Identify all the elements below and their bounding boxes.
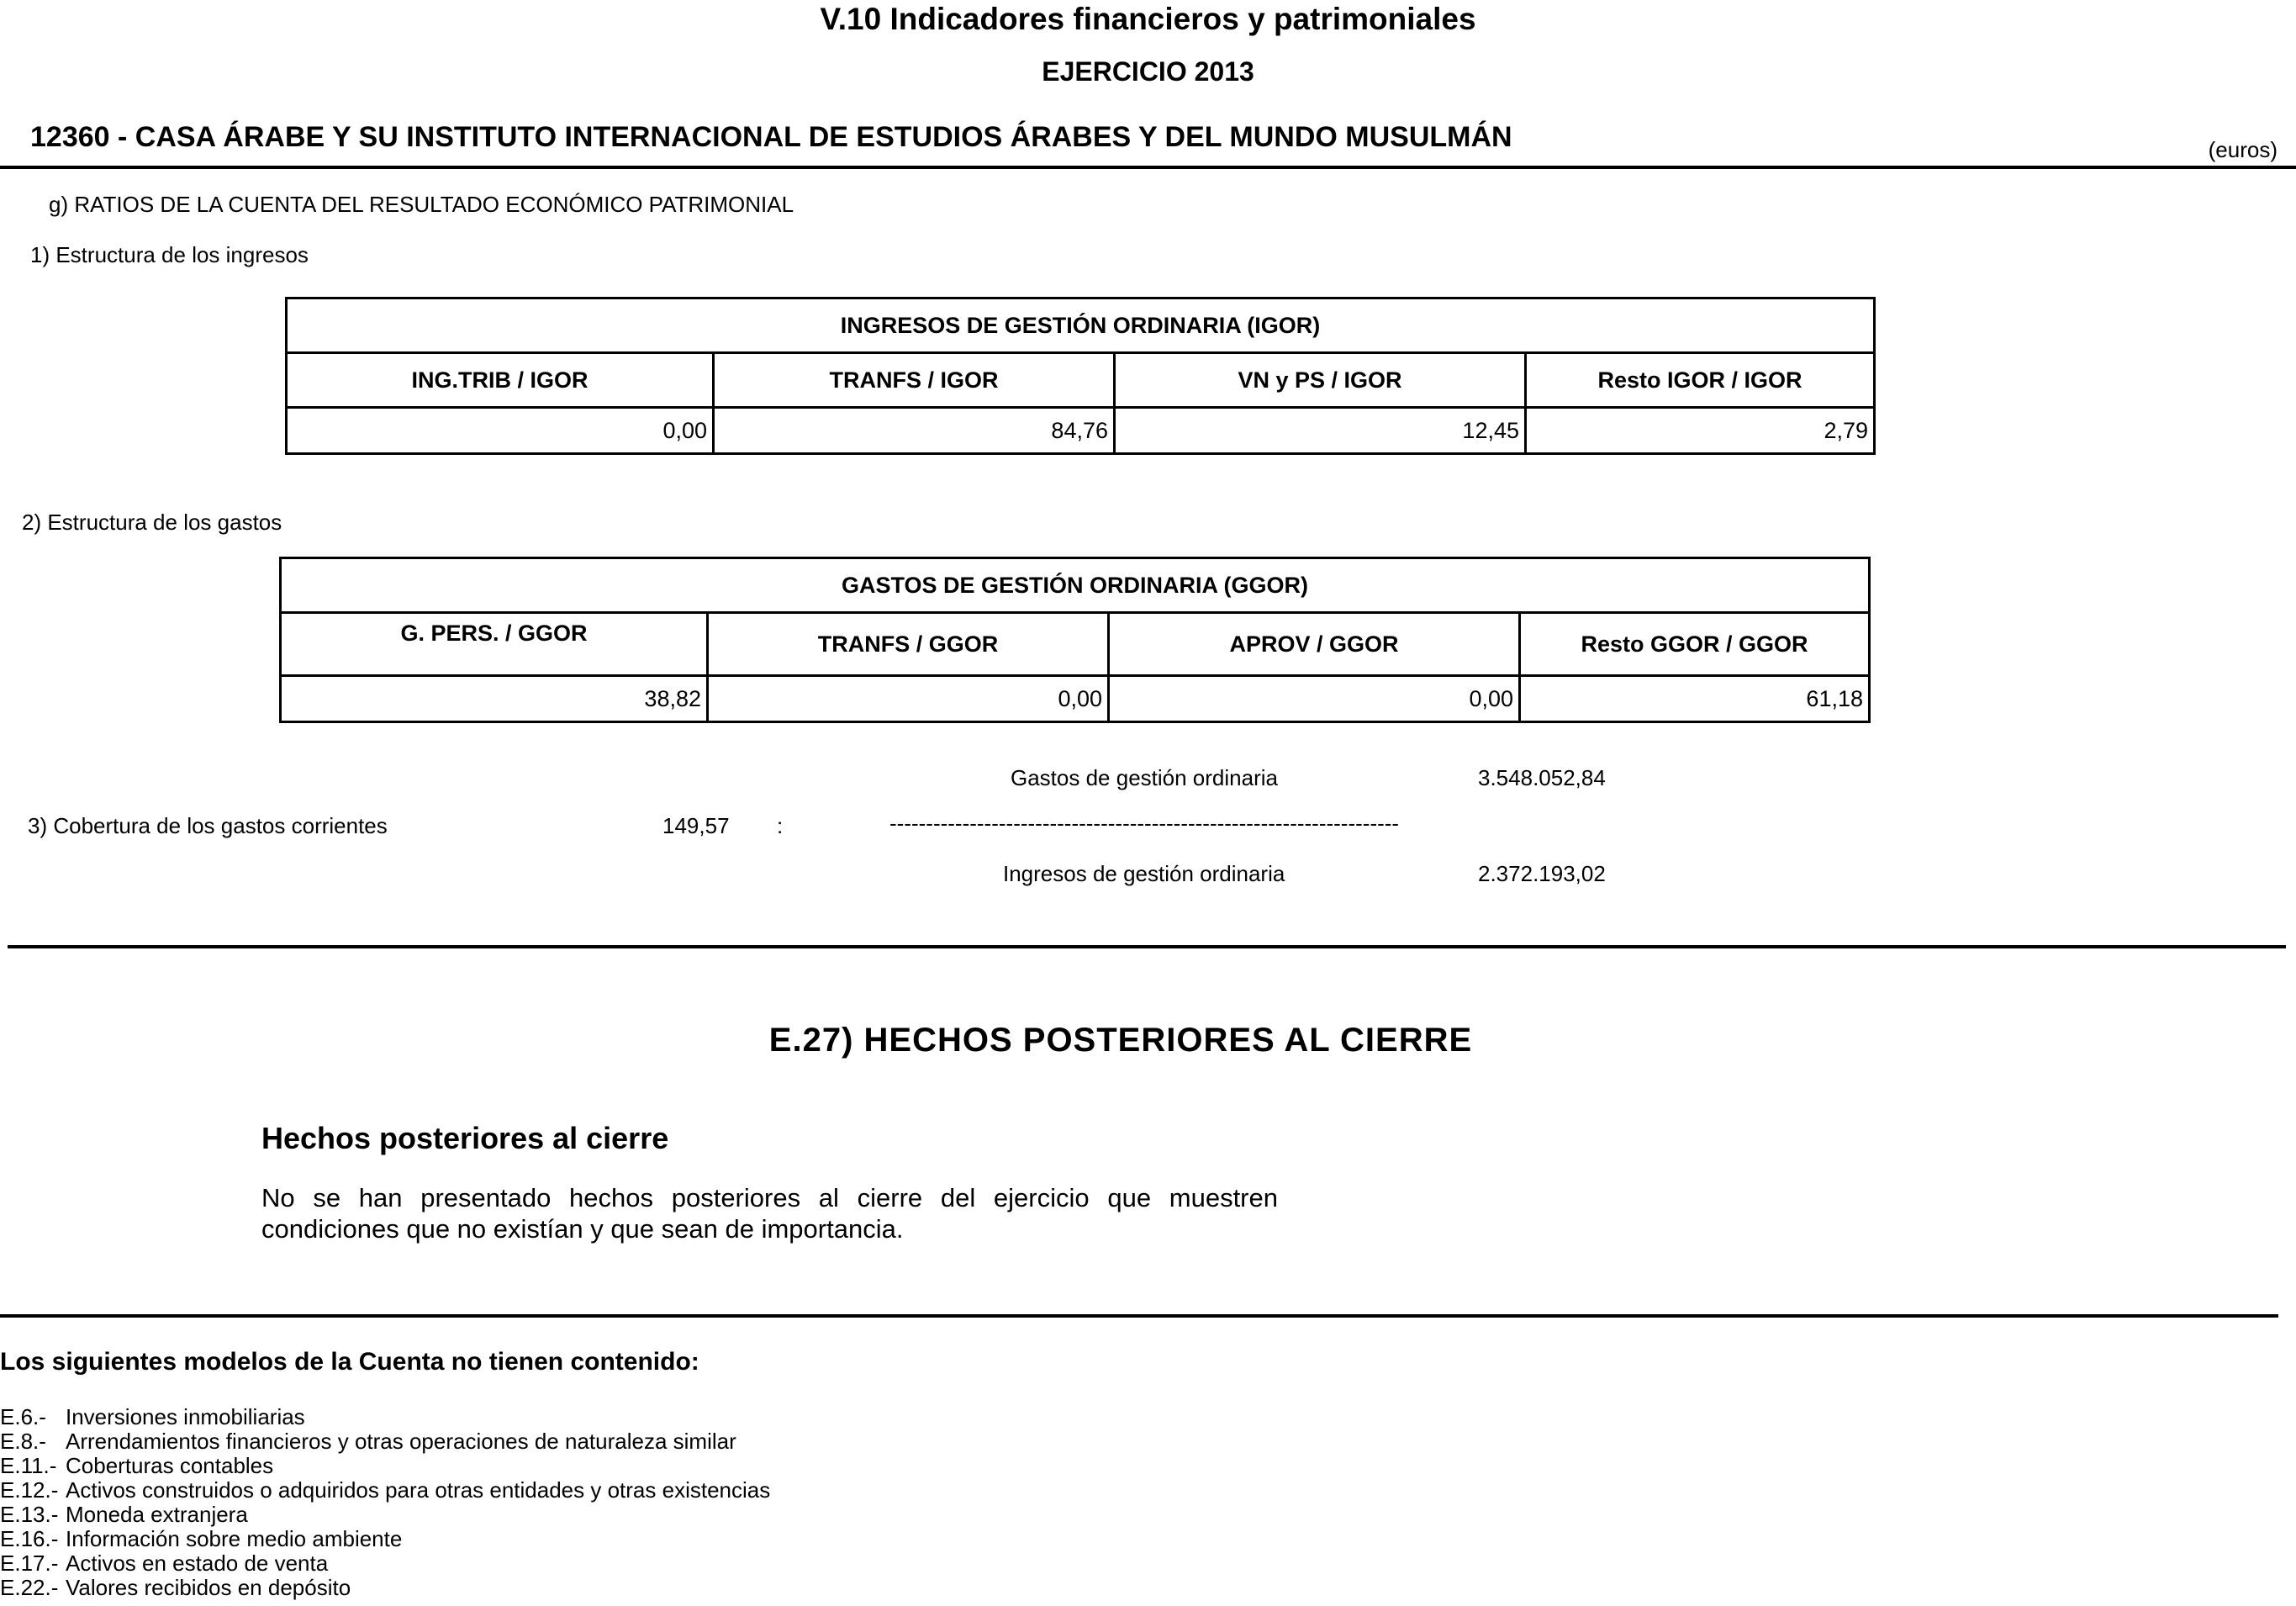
entity-title: 12360 - CASA ÁRABE Y SU INSTITUTO INTERNACIONAL DE ESTUDIOS ÁRABES Y DEL MUNDO MUSULMÁN <box>30 121 1512 153</box>
income-value-cell: 0,00 <box>287 408 714 454</box>
coverage-label: 3) Cobertura de los gastos corrientes <box>28 813 388 838</box>
expense-table-title: GASTOS DE GESTIÓN ORDINARIA (GGOR) <box>281 558 1870 613</box>
ratios-section-title: g) RATIOS DE LA CUENTA DEL RESULTADO ECONÓMICO PATRIMONIAL <box>49 192 794 217</box>
list-item: E.13.- Moneda extranjera <box>0 1502 248 1527</box>
income-col-header: ING.TRIB / IGOR <box>287 353 714 408</box>
subsequent-events-heading: Hechos posteriores al cierre <box>261 1121 669 1155</box>
coverage-numerator-label: Gastos de gestión ordinaria <box>1011 765 1278 790</box>
list-item: E.12.- Activos construidos o adquiridos para otras entidades y otras existencias <box>0 1477 771 1503</box>
income-col-header: VN y PS / IGOR <box>1115 353 1526 408</box>
expense-value-cell: 61,18 <box>1520 676 1870 722</box>
expense-col-header: TRANFS / GGOR <box>708 613 1109 676</box>
unit-label: (euros) <box>2208 137 2278 162</box>
exercise-label: EJERCICIO 2013 <box>1042 56 1254 87</box>
expense-value-cell: 38,82 <box>281 676 708 722</box>
income-col-header: TRANFS / IGOR <box>714 353 1115 408</box>
list-item: E.16.- Información sobre medio ambiente <box>0 1526 403 1551</box>
empty-models-heading: Los siguientes modelos de la Cuenta no tienen contenido: <box>0 1348 699 1376</box>
coverage-denominator-label: Ingresos de gestión ordinaria <box>1003 861 1285 886</box>
subsequent-events-title: E.27) HECHOS POSTERIORES AL CIERRE <box>768 1022 1473 1059</box>
coverage-fraction-line: ---------------------------------------------------------------------- <box>889 811 1400 836</box>
income-table-title: INGRESOS DE GESTIÓN ORDINARIA (IGOR) <box>287 298 1875 353</box>
list-item: E.22.- Valores recibidos en depósito <box>0 1575 351 1600</box>
income-value-cell: 12,45 <box>1115 408 1526 454</box>
header-rule <box>0 166 2296 169</box>
expense-col-header: Resto GGOR / GGOR <box>1520 613 1870 676</box>
page-title: V.10 Indicadores financieros y patrimoniales <box>820 2 1476 36</box>
income-col-header: Resto IGOR / IGOR <box>1526 353 1875 408</box>
list-item: E.8.- Arrendamientos financieros y otras operaciones de naturaleza similar <box>0 1429 736 1454</box>
expense-ratio-table <box>279 557 1871 723</box>
subsequent-events-body: No se han presentado hechos posteriores al cierre del ejercicio que muestren condiciones que no existían y que sean de importancia. <box>261 1183 1278 1244</box>
section-divider <box>8 945 2286 948</box>
income-value-cell: 84,76 <box>714 408 1115 454</box>
coverage-denominator-value: 2.372.193,02 <box>1478 861 1606 886</box>
expense-value-cell: 0,00 <box>1109 676 1520 722</box>
expense-structure-label: 2) Estructura de los gastos <box>22 510 282 535</box>
expense-col-header: APROV / GGOR <box>1109 613 1520 676</box>
list-item: E.17.- Activos en estado de venta <box>0 1551 329 1576</box>
list-item: E.11.- Coberturas contables <box>0 1453 274 1478</box>
coverage-colon: : <box>777 813 784 838</box>
expense-value-cell: 0,00 <box>708 676 1109 722</box>
income-ratio-table <box>285 297 1876 455</box>
expense-col-header: G. PERS. / GGOR <box>281 613 708 676</box>
income-structure-label: 1) Estructura de los ingresos <box>30 242 309 267</box>
section-divider <box>0 1314 2278 1318</box>
list-item: E.6.- Inversiones inmobiliarias <box>0 1404 305 1429</box>
coverage-numerator-value: 3.548.052,84 <box>1478 765 1606 790</box>
income-value-cell: 2,79 <box>1526 408 1875 454</box>
coverage-value: 149,57 <box>662 813 730 838</box>
